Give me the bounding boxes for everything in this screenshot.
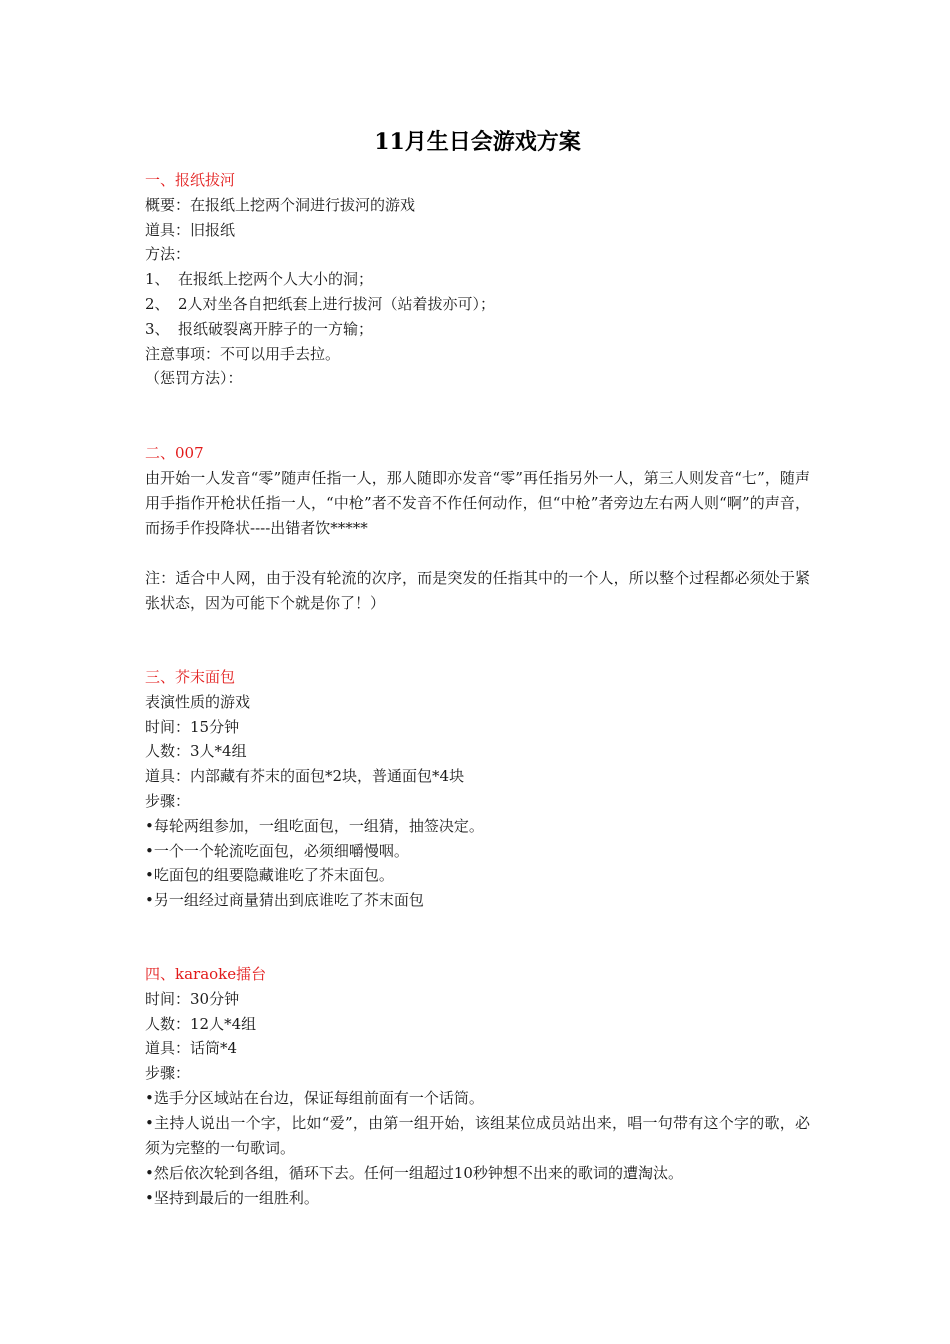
section-line: 步骤： bbox=[145, 1064, 191, 1083]
step-item bbox=[145, 317, 810, 342]
bullet-item: •一个一个轮流吃面包，必须细嚼慢咽。 bbox=[145, 841, 409, 860]
bullet-item: •选手分区域站在台边，保证每组前面有一个话筒。 bbox=[145, 1088, 484, 1107]
document-title: 11月生日会游戏方案 bbox=[374, 129, 581, 155]
overview-line: 概要：在报纸上挖两个洞进行拔河的游戏 bbox=[145, 195, 416, 214]
section-line: 道具：内部藏有芥末的面包*2块，普通面包*4块 bbox=[145, 767, 465, 786]
section-heading: 一、报纸拔河 bbox=[145, 171, 236, 189]
step-item bbox=[145, 292, 810, 317]
step-text: 报纸破裂离开脖子的一方输； bbox=[178, 319, 374, 338]
section-heading: 二、007 bbox=[145, 444, 204, 463]
method-label: 方法： bbox=[145, 245, 191, 264]
bullet-paragraph: •主持人说出一个字，比如“爱”，由第一组开始，该组某位成员站出来，唱一句带有这个字的歌，必须为完整的一句歌词。 bbox=[145, 1113, 810, 1157]
section-line: 时间：30分钟 bbox=[145, 989, 240, 1008]
step-number: 2、 bbox=[145, 294, 170, 313]
section-karaoke-arena bbox=[145, 962, 810, 1210]
step-number: 1、 bbox=[145, 270, 170, 289]
section-line: 人数：12人*4组 bbox=[145, 1014, 257, 1033]
section-heading: 三、芥末面包 bbox=[145, 667, 236, 686]
document-page bbox=[145, 124, 810, 1210]
section-line: 表演性质的游戏 bbox=[145, 692, 251, 711]
section-line: 时间：15分钟 bbox=[145, 717, 240, 736]
bullet-item: •坚持到最后的一组胜利。 bbox=[145, 1188, 319, 1207]
props-line: 道具：旧报纸 bbox=[145, 220, 236, 239]
section-line: 人数：3人*4组 bbox=[145, 742, 247, 761]
section-mustard-bread bbox=[145, 665, 810, 913]
section-newspaper-tug-of-war bbox=[145, 168, 810, 391]
note-paragraph: 注：适合中人网，由于没有轮流的次序，而是突发的任指其中的一个人，所以整个过程都必须处于紧张状态，因为可能下个就是你了！） bbox=[145, 568, 810, 612]
step-number: 3、 bbox=[145, 319, 170, 338]
section-line: 道具：话筒*4 bbox=[145, 1039, 238, 1058]
step-item bbox=[145, 267, 810, 292]
section-heading: 四、karaoke擂台 bbox=[145, 964, 267, 983]
rules-paragraph: 由开始一人发音“零”随声任指一人，那人随即亦发音“零”再任指另外一人，第三人则发音“七”，随声用手指作开枪状任指一人，“中枪”者不发音不作任何动作，但“中枪”者旁边左右两人则“啊”的声音，而扬手作投降状----出错者饮***** bbox=[145, 468, 810, 537]
step-text: 在报纸上挖两个人大小的洞； bbox=[178, 270, 374, 289]
bullet-item: •另一组经过商量猜出到底谁吃了芥末面包 bbox=[145, 891, 424, 910]
bullet-item: •吃面包的组要隐藏谁吃了芥末面包。 bbox=[145, 866, 394, 885]
bullet-item: •然后依次轮到各组，循环下去。任何一组超过10秒钟想不出来的歌词的遭淘汰。 bbox=[145, 1163, 683, 1182]
bullet-item: •每轮两组参加，一组吃面包，一组猜，抽签决定。 bbox=[145, 816, 484, 835]
step-text: 2人对坐各自把纸套上进行拔河（站着拔亦可）； bbox=[178, 294, 496, 313]
penalty-line: （惩罚方法）： bbox=[145, 369, 243, 388]
note-line: 注意事项：不可以用手去拉。 bbox=[145, 344, 341, 363]
section-007 bbox=[145, 441, 810, 616]
section-line: 步骤： bbox=[145, 791, 191, 810]
